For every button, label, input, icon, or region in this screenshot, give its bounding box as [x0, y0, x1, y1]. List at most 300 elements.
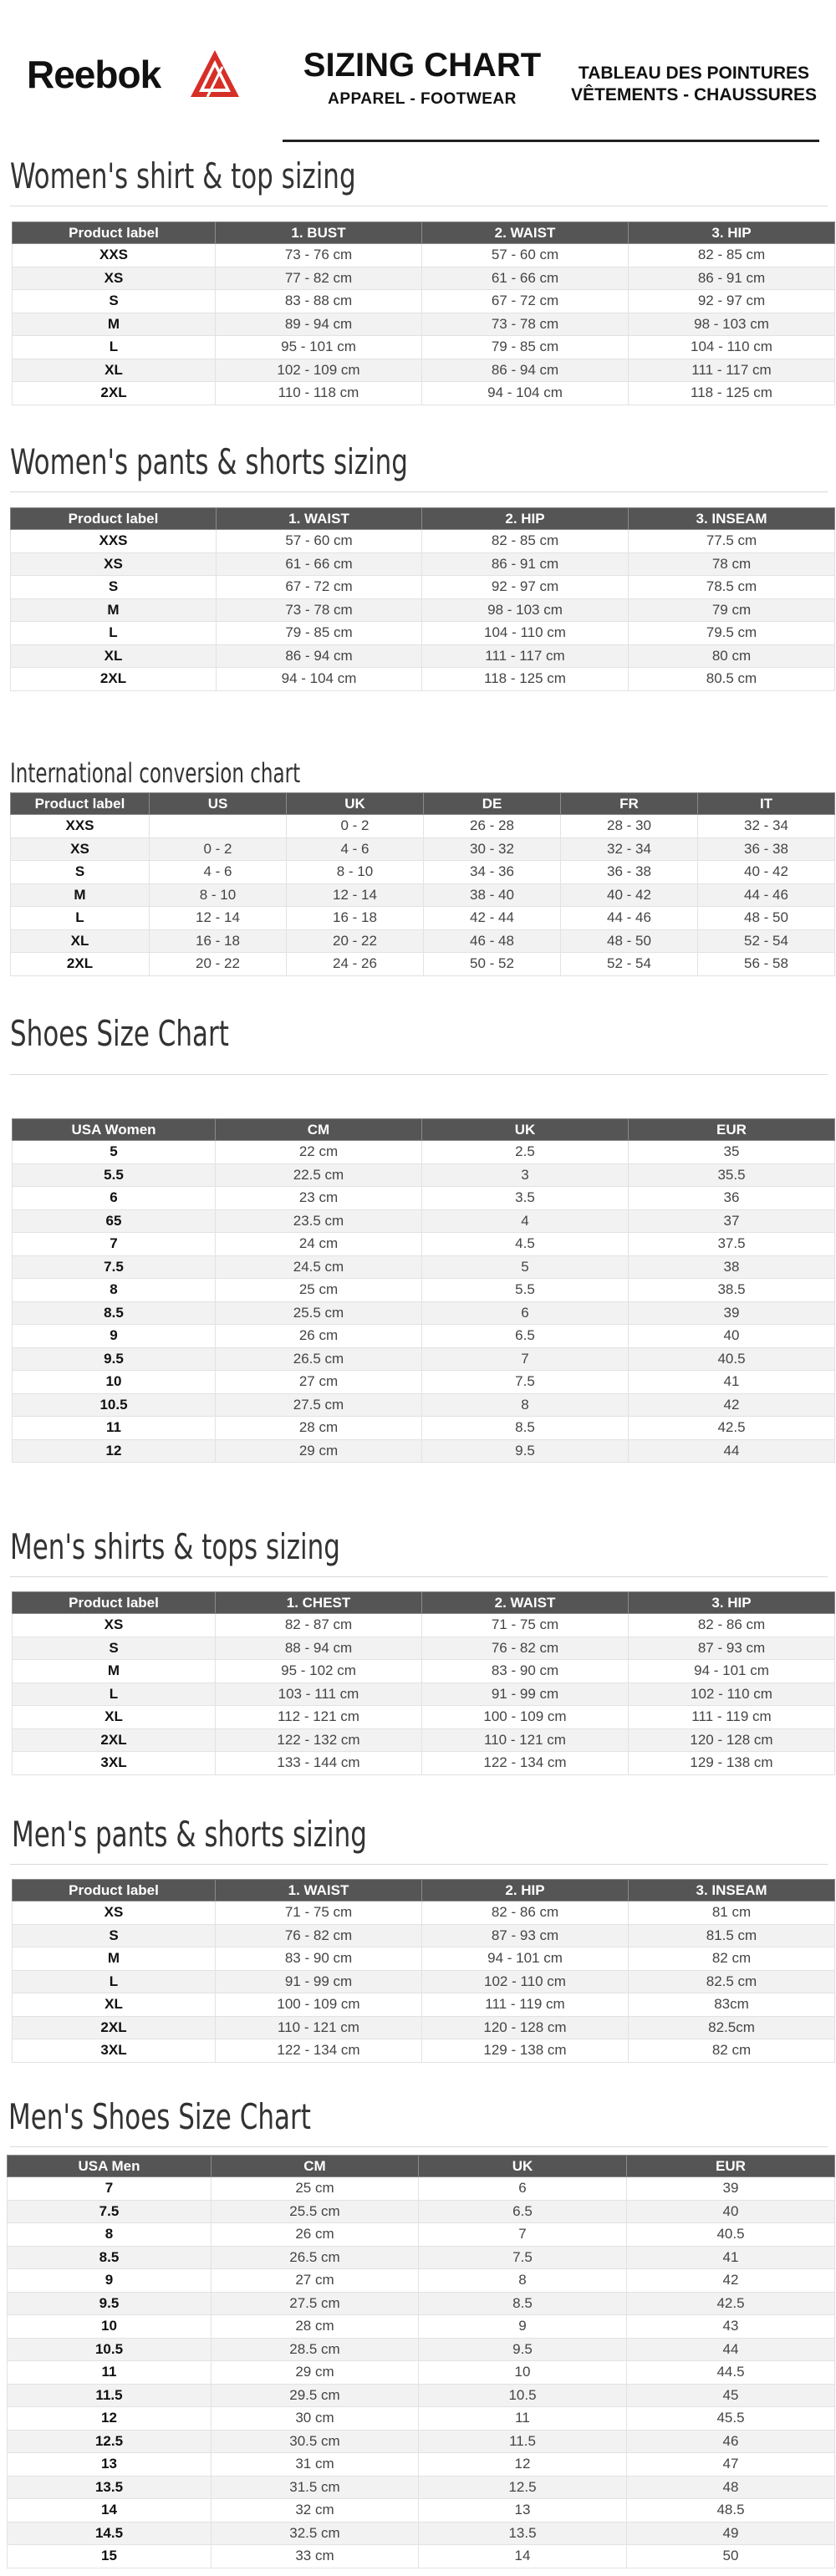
table-cell: 8: [419, 2269, 627, 2293]
section-title-womens-shoes: Shoes Size Chart: [10, 1013, 229, 1054]
table-cell: 98 - 103 cm: [422, 598, 629, 622]
table-header-row: [13, 222, 835, 244]
table-cell: 5: [422, 1255, 629, 1279]
table-cell: 30 cm: [212, 2407, 419, 2431]
table-cell: 47: [627, 2453, 835, 2477]
table-cell: 86 - 91 cm: [422, 552, 629, 576]
table-cell: 9.5: [419, 2338, 627, 2361]
size-label-cell: 12: [8, 2407, 212, 2431]
table-cell: 111 - 117 cm: [629, 359, 835, 382]
table-row: [13, 1947, 835, 1971]
table-row: [8, 2522, 835, 2545]
table-cell: 8: [422, 1393, 629, 1417]
table-cell: 4.5: [422, 1233, 629, 1256]
table-cell: 78 cm: [629, 552, 835, 576]
table-cell: 26 cm: [216, 1325, 422, 1348]
table-row: [11, 837, 835, 861]
table-cell: 40 - 42: [561, 883, 698, 907]
table-row: [8, 2476, 835, 2499]
table-cell: 27 cm: [216, 1371, 422, 1394]
table-cell: 86 - 94 cm: [422, 359, 629, 382]
section-title-womens-shirt: Women's shirt & top sizing: [10, 155, 356, 196]
table-row: [11, 929, 835, 953]
size-label-cell: 8.5: [13, 1301, 216, 1325]
section-title-womens-pants: Women's pants & shorts sizing: [10, 441, 408, 482]
table-cell: 28 cm: [216, 1417, 422, 1440]
table-cell: 95 - 102 cm: [216, 1660, 422, 1683]
table-cell: 44.5: [627, 2361, 835, 2385]
section-title-mens-shirts: Men's shirts & tops sizing: [10, 1526, 340, 1567]
size-label-cell: 7.5: [13, 1255, 216, 1279]
table-cell: 102 - 110 cm: [629, 1683, 835, 1706]
table-cell: 82.5 cm: [629, 1970, 835, 1993]
table-cell: 20 - 22: [287, 929, 424, 953]
table-cell: 11.5: [419, 2430, 627, 2453]
table-cell: 7: [419, 2223, 627, 2247]
size-label-cell: XL: [11, 929, 150, 953]
table-cell: 67 - 72 cm: [217, 576, 422, 599]
table-row: [13, 1393, 835, 1417]
table-row: [13, 336, 835, 359]
table-cell: 7.5: [422, 1371, 629, 1394]
table-row: [8, 2384, 835, 2407]
size-label-cell: 8: [8, 2223, 212, 2247]
table-cell: 129 - 138 cm: [422, 2039, 629, 2063]
table-row: [8, 2430, 835, 2453]
header-divider: [283, 140, 819, 142]
table-cell: 83 - 88 cm: [216, 290, 422, 313]
table-cell: 111 - 119 cm: [629, 1706, 835, 1729]
table-cell: 30.5 cm: [212, 2430, 419, 2453]
table-cell: 10: [419, 2361, 627, 2385]
size-label-cell: M: [13, 313, 216, 336]
size-label-cell: 5.5: [13, 1163, 216, 1187]
table-cell: 35.5: [629, 1163, 835, 1187]
table-cell: 25 cm: [216, 1279, 422, 1302]
size-label-cell: S: [13, 1637, 216, 1660]
table-cell: 44 - 46: [698, 883, 835, 907]
column-header: 1. CHEST: [216, 1592, 422, 1614]
column-header: 3. HIP: [629, 222, 835, 244]
table-cell: 67 - 72 cm: [422, 290, 629, 313]
table-cell: 23.5 cm: [216, 1209, 422, 1233]
column-header: 3. INSEAM: [629, 508, 835, 530]
table-cell: 122 - 132 cm: [216, 1728, 422, 1752]
table-cell: 87 - 93 cm: [422, 1924, 629, 1947]
table-row: [8, 2200, 835, 2223]
section-divider: [10, 1074, 828, 1075]
brand-logo-wordmark: Reebok: [27, 53, 161, 96]
table-cell: 30 - 32: [424, 837, 561, 861]
table-cell: 79 - 85 cm: [422, 336, 629, 359]
table-cell: 80.5 cm: [629, 668, 835, 691]
table-cell: 8.5: [419, 2292, 627, 2315]
column-header: 3. INSEAM: [629, 1880, 835, 1901]
size-label-cell: 12.5: [8, 2430, 212, 2453]
table-row: [11, 883, 835, 907]
size-label-cell: 9: [13, 1325, 216, 1348]
table-cell: 31 cm: [212, 2453, 419, 2477]
table-cell: 86 - 91 cm: [629, 267, 835, 290]
table-cell: 28.5 cm: [212, 2338, 419, 2361]
table-cell: 4 - 6: [287, 837, 424, 861]
table-header-row: [11, 793, 835, 815]
table-cell: 26.5 cm: [212, 2246, 419, 2269]
table-row: [11, 530, 835, 553]
column-header: 2. WAIST: [422, 222, 629, 244]
column-header: FR: [561, 793, 698, 815]
table-cell: 73 - 76 cm: [216, 244, 422, 267]
table-row: [8, 2177, 835, 2201]
table-cell: 91 - 99 cm: [422, 1683, 629, 1706]
table-cell: 73 - 78 cm: [217, 598, 422, 622]
table-cell: 33 cm: [212, 2545, 419, 2568]
table-row: [11, 953, 835, 976]
table-cell: 40: [627, 2200, 835, 2223]
table-row: [13, 1924, 835, 1947]
table-row: [8, 2407, 835, 2431]
table-cell: 76 - 82 cm: [422, 1637, 629, 1660]
column-header: USA Women: [13, 1119, 216, 1141]
size-label-cell: M: [13, 1660, 216, 1683]
column-header: 2. HIP: [422, 508, 629, 530]
table-cell: 111 - 119 cm: [422, 1993, 629, 2017]
table-cell: 52 - 54: [698, 929, 835, 953]
table-row: [13, 1255, 835, 1279]
size-label-cell: 9.5: [13, 1347, 216, 1371]
table-row: [13, 1970, 835, 1993]
table-cell: 82 cm: [629, 2039, 835, 2063]
table-row: [11, 668, 835, 691]
table-cell: 6: [419, 2177, 627, 2201]
table-cell: 120 - 128 cm: [629, 1728, 835, 1752]
table-cell: 39: [627, 2177, 835, 2201]
table-cell: 22 cm: [216, 1141, 422, 1164]
size-label-cell: 5: [13, 1141, 216, 1164]
column-header: Product label: [11, 508, 217, 530]
table-cell: 94 - 104 cm: [422, 382, 629, 405]
size-label-cell: 14.5: [8, 2522, 212, 2545]
table-cell: 40: [629, 1325, 835, 1348]
table-row: [11, 576, 835, 599]
table-cell: 6: [422, 1301, 629, 1325]
table-cell: 82 - 87 cm: [216, 1614, 422, 1637]
size-label-cell: XXS: [11, 530, 217, 553]
table-row: [13, 1279, 835, 1302]
section-title-mens-pants: Men's pants & shorts sizing: [12, 1814, 367, 1855]
table-header-row: [13, 1880, 835, 1901]
table-cell: 12 - 14: [150, 907, 287, 930]
size-label-cell: 7: [13, 1233, 216, 1256]
table-row: [13, 1301, 835, 1325]
international-conversion-table: [10, 792, 835, 976]
size-label-cell: 13: [8, 2453, 212, 2477]
table-row: [8, 2361, 835, 2385]
table-cell: 25.5 cm: [216, 1301, 422, 1325]
table-row: [11, 644, 835, 668]
table-cell: 5.5: [422, 1279, 629, 1302]
size-label-cell: 10.5: [13, 1393, 216, 1417]
table-cell: 0 - 2: [150, 837, 287, 861]
table-cell: 42.5: [629, 1417, 835, 1440]
table-cell: 57 - 60 cm: [217, 530, 422, 553]
table-row: [11, 815, 835, 838]
size-label-cell: 8: [13, 1279, 216, 1302]
size-label-cell: M: [13, 1947, 216, 1971]
table-row: [13, 1683, 835, 1706]
womens-shoes-size-table: [12, 1118, 835, 1463]
column-header: Product label: [11, 793, 150, 815]
mens-shoes-size-table: [7, 2155, 835, 2568]
table-row: [8, 2338, 835, 2361]
table-row: [13, 1141, 835, 1164]
mens-pants-size-table: [12, 1879, 835, 2063]
size-label-cell: 3XL: [13, 2039, 216, 2063]
table-cell: 50: [627, 2545, 835, 2568]
column-header: UK: [287, 793, 424, 815]
table-cell: 122 - 134 cm: [422, 1752, 629, 1775]
table-row: [13, 2039, 835, 2063]
table-cell: 7.5: [419, 2246, 627, 2269]
table-cell: 24 - 26: [287, 953, 424, 976]
table-cell: 3: [422, 1163, 629, 1187]
table-cell: 94 - 101 cm: [629, 1660, 835, 1683]
table-cell: 83 - 90 cm: [216, 1947, 422, 1971]
table-cell: 42.5: [627, 2292, 835, 2315]
table-cell: 24 cm: [216, 1233, 422, 1256]
table-cell: 36 - 38: [561, 861, 698, 884]
table-cell: 77 - 82 cm: [216, 267, 422, 290]
page-title: SIZING CHART: [303, 47, 542, 84]
size-label-cell: 2XL: [11, 668, 217, 691]
table-cell: 78.5 cm: [629, 576, 835, 599]
table-cell: 28 cm: [212, 2315, 419, 2339]
column-header: 1. BUST: [216, 222, 422, 244]
table-row: [13, 1728, 835, 1752]
table-cell: 111 - 117 cm: [422, 644, 629, 668]
size-label-cell: 2XL: [11, 953, 150, 976]
table-cell: 120 - 128 cm: [422, 2016, 629, 2039]
table-cell: 26 - 28: [424, 815, 561, 838]
size-label-cell: XXS: [11, 815, 150, 838]
table-cell: 29 cm: [216, 1439, 422, 1463]
size-label-cell: 15: [8, 2545, 212, 2568]
size-label-cell: 11: [13, 1417, 216, 1440]
table-cell: 26 cm: [212, 2223, 419, 2247]
table-cell: 39: [629, 1301, 835, 1325]
table-cell: 25 cm: [212, 2177, 419, 2201]
column-header: 2. HIP: [422, 1880, 629, 1901]
size-label-cell: 10.5: [8, 2338, 212, 2361]
section-divider: [10, 1576, 828, 1577]
table-cell: 82 - 85 cm: [629, 244, 835, 267]
table-row: [13, 290, 835, 313]
table-cell: 44: [629, 1439, 835, 1463]
womens-shirt-size-table: [12, 221, 835, 405]
table-cell: 45: [627, 2384, 835, 2407]
size-label-cell: XXS: [13, 244, 216, 267]
table-cell: 27.5 cm: [216, 1393, 422, 1417]
table-cell: 9: [419, 2315, 627, 2339]
size-label-cell: M: [11, 598, 217, 622]
table-cell: 104 - 110 cm: [422, 622, 629, 645]
table-cell: 7: [422, 1347, 629, 1371]
table-cell: 82 - 86 cm: [422, 1901, 629, 1925]
table-cell: 10.5: [419, 2384, 627, 2407]
table-cell: 95 - 101 cm: [216, 336, 422, 359]
table-cell: 94 - 104 cm: [217, 668, 422, 691]
table-cell: 3.5: [422, 1187, 629, 1210]
table-cell: 28 - 30: [561, 815, 698, 838]
column-header: Product label: [13, 1592, 216, 1614]
table-cell: 122 - 134 cm: [216, 2039, 422, 2063]
table-cell: 71 - 75 cm: [216, 1901, 422, 1925]
table-cell: 35: [629, 1141, 835, 1164]
size-label-cell: 2XL: [13, 382, 216, 405]
table-row: [13, 1637, 835, 1660]
size-label-cell: 10: [8, 2315, 212, 2339]
column-header: Product label: [13, 1880, 216, 1901]
table-cell: 50 - 52: [424, 953, 561, 976]
table-cell: 81.5 cm: [629, 1924, 835, 1947]
size-label-cell: 9: [8, 2269, 212, 2293]
table-cell: 87 - 93 cm: [629, 1637, 835, 1660]
table-cell: 11: [419, 2407, 627, 2431]
size-label-cell: 12: [13, 1439, 216, 1463]
table-cell: 94 - 101 cm: [422, 1947, 629, 1971]
womens-pants-size-table: [10, 507, 835, 691]
table-cell: 31.5 cm: [212, 2476, 419, 2499]
table-header-row: [8, 2156, 835, 2177]
size-label-cell: S: [11, 861, 150, 884]
size-label-cell: 6: [13, 1187, 216, 1210]
table-cell: 104 - 110 cm: [629, 336, 835, 359]
size-label-cell: M: [11, 883, 150, 907]
table-row: [13, 1371, 835, 1394]
table-row: [13, 313, 835, 336]
table-cell: 32 - 34: [698, 815, 835, 838]
table-cell: 86 - 94 cm: [217, 644, 422, 668]
table-row: [8, 2453, 835, 2477]
column-header: 1. WAIST: [216, 1880, 422, 1901]
table-row: [13, 1439, 835, 1463]
table-cell: 71 - 75 cm: [422, 1614, 629, 1637]
table-row: [13, 382, 835, 405]
size-label-cell: 13.5: [8, 2476, 212, 2499]
table-cell: 13.5: [419, 2522, 627, 2545]
table-row: [13, 1187, 835, 1210]
table-row: [13, 1993, 835, 2017]
table-cell: 34 - 36: [424, 861, 561, 884]
table-cell: 44: [627, 2338, 835, 2361]
reebok-delta-logo-icon: [189, 48, 241, 100]
table-cell: 44 - 46: [561, 907, 698, 930]
size-label-cell: L: [13, 1683, 216, 1706]
table-cell: 81 cm: [629, 1901, 835, 1925]
column-header: IT: [698, 793, 835, 815]
table-cell: 79 cm: [629, 598, 835, 622]
table-row: [13, 1614, 835, 1637]
column-header: CM: [216, 1119, 422, 1141]
table-cell: 48: [627, 2476, 835, 2499]
table-cell: 0 - 2: [287, 815, 424, 838]
table-cell: 36: [629, 1187, 835, 1210]
table-cell: 40.5: [629, 1347, 835, 1371]
table-cell: 92 - 97 cm: [629, 290, 835, 313]
table-cell: 57 - 60 cm: [422, 244, 629, 267]
table-cell: 79 - 85 cm: [217, 622, 422, 645]
size-label-cell: L: [13, 336, 216, 359]
table-cell: 61 - 66 cm: [422, 267, 629, 290]
size-label-cell: XS: [13, 1901, 216, 1925]
size-label-cell: XS: [11, 552, 217, 576]
table-cell: 6.5: [419, 2200, 627, 2223]
column-header: US: [150, 793, 287, 815]
size-label-cell: XL: [13, 1706, 216, 1729]
table-cell: 89 - 94 cm: [216, 313, 422, 336]
table-cell: 46: [627, 2430, 835, 2453]
section-title-mens-shoes: Men's Shoes Size Chart: [8, 2096, 311, 2137]
size-label-cell: XL: [13, 1993, 216, 2017]
size-label-cell: 2XL: [13, 2016, 216, 2039]
table-row: [13, 267, 835, 290]
french-title: TABLEAU DES POINTURES: [578, 64, 810, 83]
table-cell: 37.5: [629, 1233, 835, 1256]
table-cell: 100 - 109 cm: [216, 1993, 422, 2017]
table-cell: 37: [629, 1209, 835, 1233]
table-cell: 82 - 85 cm: [422, 530, 629, 553]
table-cell: 73 - 78 cm: [422, 313, 629, 336]
table-cell: 12.5: [419, 2476, 627, 2499]
size-label-cell: 3XL: [13, 1752, 216, 1775]
table-cell: [150, 815, 287, 838]
size-label-cell: S: [11, 576, 217, 599]
column-header: EUR: [629, 1119, 835, 1141]
table-cell: 76 - 82 cm: [216, 1924, 422, 1947]
table-row: [8, 2315, 835, 2339]
table-row: [13, 1660, 835, 1683]
size-label-cell: L: [11, 907, 150, 930]
table-cell: 91 - 99 cm: [216, 1970, 422, 1993]
table-header-row: [13, 1592, 835, 1614]
table-cell: 23 cm: [216, 1187, 422, 1210]
size-label-cell: 11.5: [8, 2384, 212, 2407]
table-row: [11, 861, 835, 884]
table-cell: 102 - 110 cm: [422, 1970, 629, 1993]
table-cell: 49: [627, 2522, 835, 2545]
size-label-cell: XL: [13, 359, 216, 382]
table-cell: 92 - 97 cm: [422, 576, 629, 599]
table-cell: 29.5 cm: [212, 2384, 419, 2407]
table-cell: 20 - 22: [150, 953, 287, 976]
table-cell: 133 - 144 cm: [216, 1752, 422, 1775]
section-divider: [10, 2146, 828, 2147]
table-cell: 8 - 10: [150, 883, 287, 907]
table-cell: 32 cm: [212, 2499, 419, 2523]
table-cell: 32.5 cm: [212, 2522, 419, 2545]
table-cell: 129 - 138 cm: [629, 1752, 835, 1775]
table-cell: 26.5 cm: [216, 1347, 422, 1371]
table-cell: 8 - 10: [287, 861, 424, 884]
table-cell: 8.5: [422, 1417, 629, 1440]
table-row: [8, 2246, 835, 2269]
table-cell: 79.5 cm: [629, 622, 835, 645]
table-cell: 56 - 58: [698, 953, 835, 976]
column-header: 2. WAIST: [422, 1592, 629, 1614]
table-cell: 82 - 86 cm: [629, 1614, 835, 1637]
size-label-cell: XS: [11, 837, 150, 861]
table-cell: 83cm: [629, 1993, 835, 2017]
